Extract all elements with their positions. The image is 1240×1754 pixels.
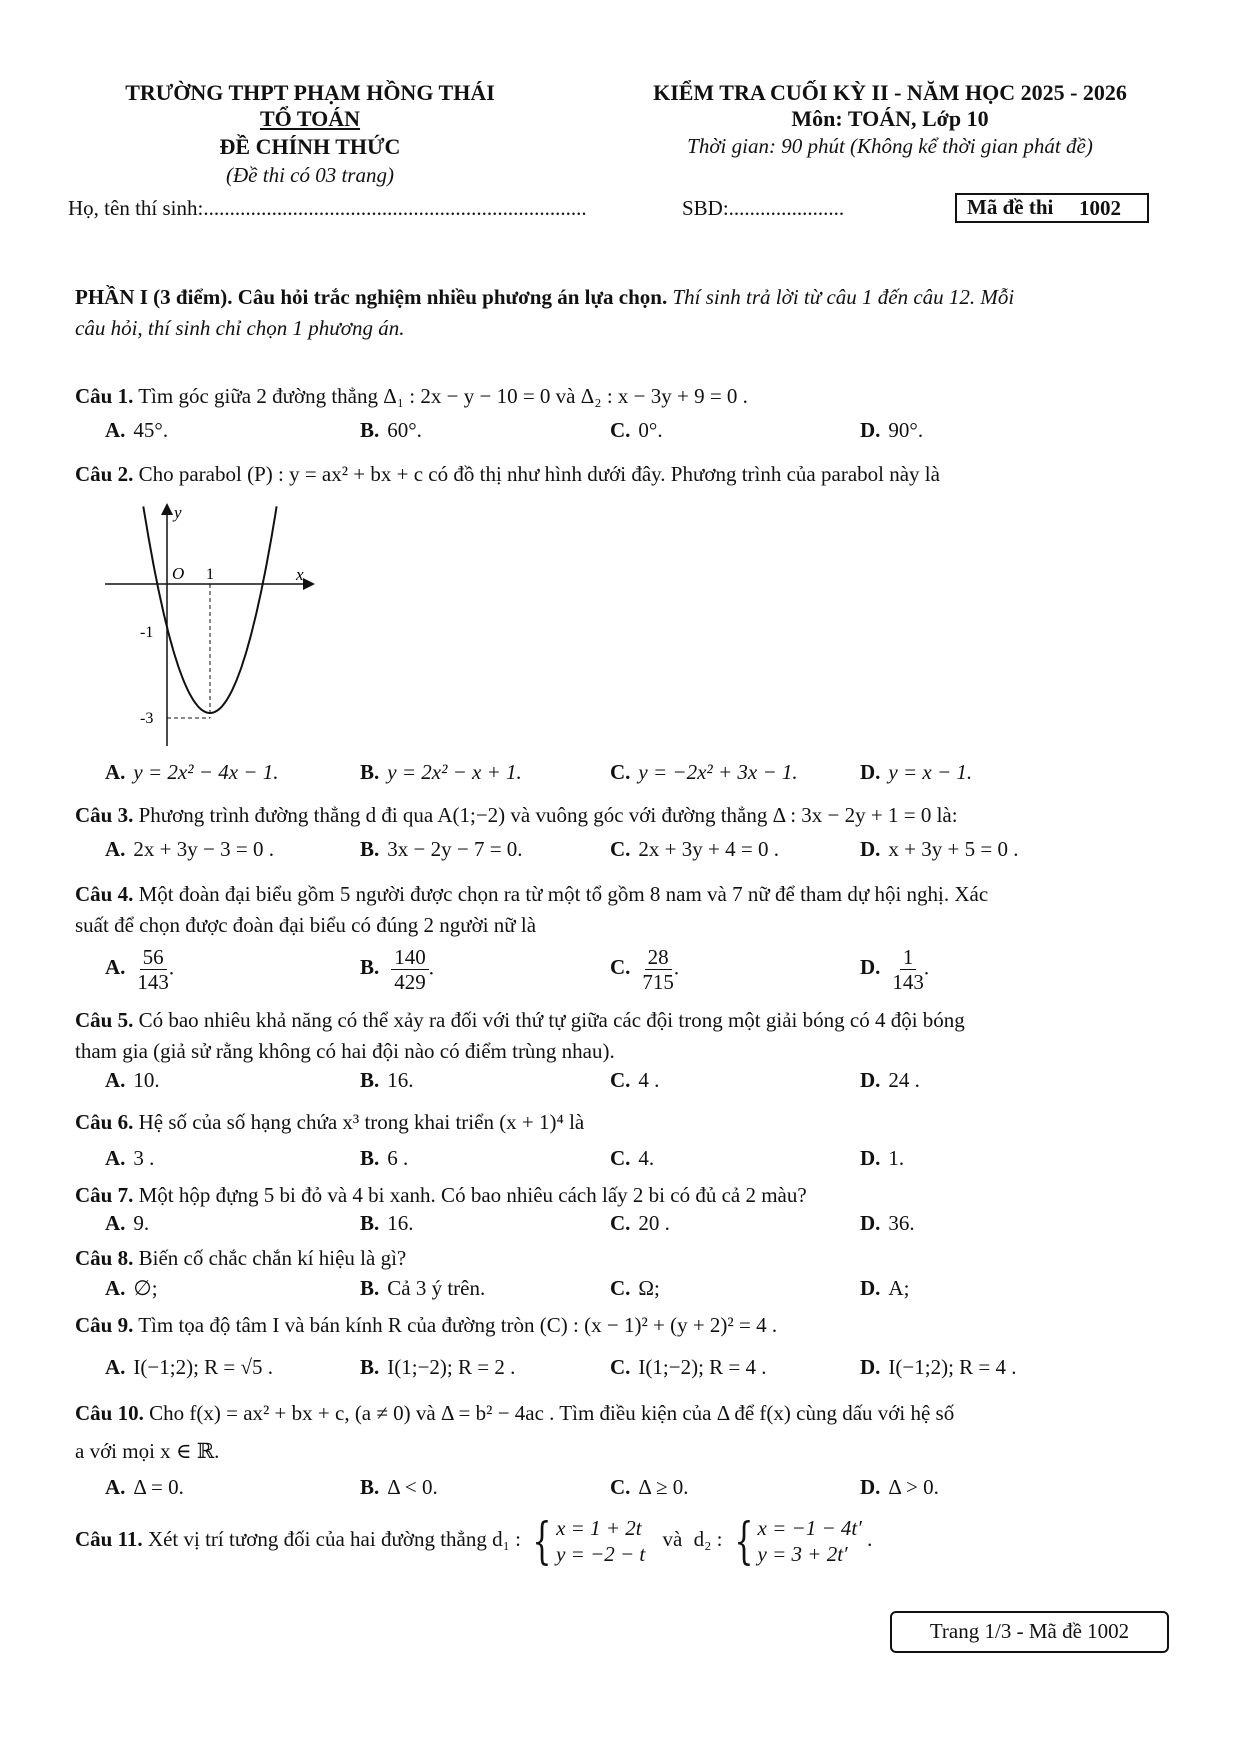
question-label: Câu 9. — [75, 1313, 134, 1337]
option-c[interactable]: C. Δ ≥ 0. — [610, 1475, 689, 1499]
origin-label: O — [172, 564, 185, 583]
option-a[interactable]: A. ∅; — [105, 1276, 158, 1300]
question-label: Câu 4. — [75, 882, 134, 906]
sbd-line: SBD:...................... — [682, 196, 845, 220]
question-10 — [75, 1398, 954, 1428]
question-4-options — [105, 945, 1185, 1005]
option-d[interactable]: D. 90°. — [860, 418, 924, 442]
question-1-options — [105, 418, 1185, 448]
part1-instructions-2: câu hỏi, thí sinh chỉ chọn 1 phương án. — [75, 316, 405, 340]
option-b[interactable]: B. I(1;−2); R = 2 . — [360, 1355, 516, 1379]
line-d2-name: d₂ : — [693, 1526, 723, 1551]
question-text: Tìm góc giữa 2 đường thẳng Δ₁ : 2x − y − 10 = 0 và Δ₂ : x − 3y + 9 = 0 . — [133, 384, 748, 408]
question-label: Câu 11. — [75, 1526, 143, 1551]
question-text: Có bao nhiêu khả năng có thể xảy ra đối với thứ tự giữa các đội trong một giải bóng có 4 đội bóng — [133, 1008, 965, 1032]
question-text: Biến cố chắc chắn kí hiệu là gì? — [133, 1246, 407, 1270]
line-d2-system: { x = −1 − 4t′ y = 3 + 2t′ — [734, 1512, 862, 1570]
option-d[interactable]: D. 24 . — [860, 1068, 920, 1092]
option-a[interactable]: A. $\frac{56}{143}$ . — [105, 945, 175, 994]
option-a[interactable]: A. 10. — [105, 1068, 160, 1092]
question-text: Cho f(x) = ax² + bx + c, (a ≠ 0) và Δ = b² − 4ac . Tìm điều kiện của Δ để f(x) cùng dấu với hệ số — [143, 1401, 955, 1425]
option-c[interactable]: C. 2x + 3y + 4 = 0 . — [610, 837, 779, 861]
question-label: Câu 5. — [75, 1008, 134, 1032]
question-text: Cho parabol (P) : y = ax² + bx + c có đồ thị như hình dưới đây. Phương trình của parabol này là — [133, 462, 940, 486]
y-tick-minus1: -1 — [140, 624, 154, 641]
question-text: Một đoàn đại biểu gồm 5 người được chọn ra từ một tổ gồm 8 nam và 7 nữ để tham dự hội nghị. Xác — [133, 882, 989, 906]
question-10-line2: a với mọi x ∈ ℝ. — [75, 1439, 220, 1463]
school-name: TRƯỜNG THPT PHẠM HỒNG THÁI — [125, 80, 495, 105]
option-b[interactable]: B. 16. — [360, 1068, 414, 1092]
option-b[interactable]: B. 6 . — [360, 1146, 409, 1170]
exam-code-box — [955, 193, 1149, 223]
question-label: Câu 8. — [75, 1246, 134, 1270]
option-b[interactable]: B. 16. — [360, 1211, 414, 1235]
question-7-options — [105, 1211, 1185, 1241]
part1-title: PHẦN I (3 điểm). Câu hỏi trắc nghiệm nhiều phương án lựa chọn. — [75, 285, 668, 309]
y-tick-minus3: -3 — [140, 710, 154, 727]
option-a[interactable]: A. I(−1;2); R = √5 . — [105, 1355, 274, 1379]
exam-title: KIỂM TRA CUỐI KỲ II - NĂM HỌC 2025 - 2026 — [653, 80, 1127, 105]
option-d[interactable]: D. 36. — [860, 1211, 915, 1235]
option-c[interactable]: C. Ω; — [610, 1276, 660, 1300]
option-a[interactable]: A. 2x + 3y − 3 = 0 . — [105, 837, 274, 861]
option-d[interactable]: D. Δ > 0. — [860, 1475, 939, 1499]
question-text: Phương trình đường thẳng d đi qua A(1;−2) và vuông góc với đường thẳng Δ : 3x − 2y + 1 = 0 là: — [133, 803, 958, 827]
option-d[interactable]: D. I(−1;2); R = 4 . — [860, 1355, 1017, 1379]
pages-note: (Đề thi có 03 trang) — [226, 163, 394, 187]
and-word: và — [662, 1526, 683, 1551]
option-c[interactable]: C. I(1;−2); R = 4 . — [610, 1355, 767, 1379]
question-label: Câu 3. — [75, 803, 134, 827]
part1-instructions: Thí sinh trả lời từ câu 1 đến câu 12. Mỗi — [667, 285, 1015, 309]
parabola-graph — [100, 498, 320, 748]
part1-heading — [75, 285, 1014, 310]
option-d[interactable]: D. $\frac{1}{143}$ . — [860, 945, 930, 994]
option-c[interactable]: C. 4 . — [610, 1068, 660, 1092]
option-c[interactable]: C. y = −2x² + 3x − 1. — [610, 760, 798, 784]
exam-code-value: 1002 — [1079, 196, 1121, 220]
question-8 — [75, 1243, 406, 1273]
official-label: ĐỀ CHÍNH THỨC — [219, 134, 401, 159]
question-6-options — [105, 1146, 1185, 1176]
option-d[interactable]: D. 1. — [860, 1146, 905, 1170]
page-footer-box — [890, 1611, 1169, 1653]
question-text: Tìm tọa độ tâm I và bán kính R của đường tròn (C) : (x − 1)² + (y + 2)² = 4 . — [133, 1313, 778, 1337]
d1-row-y: y = −2 − t — [556, 1542, 646, 1566]
question-6 — [75, 1107, 584, 1137]
question-11-tail: . — [867, 1526, 873, 1551]
d2-row-y: y = 3 + 2t′ — [757, 1542, 848, 1566]
question-8-options — [105, 1276, 1185, 1306]
line-d1-name: d₁ : — [492, 1526, 522, 1551]
question-text: Xét vị trí tương đối của hai đường thẳng — [142, 1526, 493, 1551]
option-c[interactable]: C. 20 . — [610, 1211, 670, 1235]
option-c[interactable]: C. 4. — [610, 1146, 655, 1170]
option-b[interactable]: B. Cả 3 ý trên. — [360, 1276, 486, 1300]
question-text: Một hộp đựng 5 bi đỏ và 4 bi xanh. Có bao nhiêu cách lấy 2 bi có đủ cả 2 màu? — [133, 1183, 807, 1207]
question-text: Hệ số của số hạng chứa x³ trong khai triển (x + 1)⁴ là — [133, 1110, 585, 1134]
page-footer: Trang 1/3 - Mã đề 1002 — [929, 1619, 1130, 1643]
candidate-name-line: Họ, tên thí sinh:......................................................................... — [68, 196, 587, 220]
question-5-options — [105, 1068, 1185, 1098]
option-a[interactable]: A. 9. — [105, 1211, 150, 1235]
question-4 — [75, 879, 988, 909]
question-7 — [75, 1180, 807, 1210]
exam-code-label: Mã đề thi — [967, 195, 1054, 219]
line-d1-system: { x = 1 + 2t y = −2 − t — [532, 1512, 646, 1570]
question-label: Câu 2. — [75, 462, 134, 486]
question-label: Câu 6. — [75, 1110, 134, 1134]
time-line: Thời gian: 90 phút (Không kể thời gian phát đề) — [687, 134, 1093, 158]
question-10-options — [105, 1475, 1185, 1505]
question-5 — [75, 1005, 965, 1035]
option-b[interactable]: B. Δ < 0. — [360, 1475, 438, 1499]
option-b[interactable]: B. $\frac{140}{429}$ . — [360, 945, 435, 994]
question-2-options — [105, 760, 1185, 790]
option-d[interactable]: D. y = x − 1. — [860, 760, 973, 784]
question-11 — [75, 1512, 873, 1570]
question-3 — [75, 800, 958, 830]
question-label: Câu 10. — [75, 1401, 144, 1425]
question-5-line2: tham gia (giả sử rằng không có hai đội nào có điểm trùng nhau). — [75, 1039, 615, 1063]
option-c[interactable]: C. 0°. — [610, 418, 663, 442]
question-9-options — [105, 1355, 1185, 1385]
d1-row-x: x = 1 + 2t — [556, 1516, 642, 1540]
subject-line: Môn: TOÁN, Lớp 10 — [791, 106, 989, 131]
option-d[interactable]: D. A; — [860, 1276, 910, 1300]
option-b[interactable]: B. 60°. — [360, 418, 422, 442]
department: TỔ TOÁN — [259, 106, 361, 131]
option-b[interactable]: B. 3x − 2y − 7 = 0. — [360, 837, 523, 861]
option-a[interactable]: A. y = 2x² − 4x − 1. — [105, 760, 279, 784]
question-1 — [75, 381, 748, 411]
option-c[interactable]: C. $\frac{28}{715}$ . — [610, 945, 680, 994]
question-2 — [75, 459, 940, 489]
option-a[interactable]: A. 3 . — [105, 1146, 155, 1170]
x-axis-label: x — [296, 565, 304, 584]
y-axis-label: y — [174, 503, 182, 522]
question-label: Câu 1. — [75, 384, 134, 408]
d2-row-x: x = −1 − 4t′ — [757, 1516, 862, 1540]
option-b[interactable]: B. y = 2x² − x + 1. — [360, 760, 522, 784]
option-a[interactable]: A. Δ = 0. — [105, 1475, 184, 1499]
question-4-line2: suất để chọn được đoàn đại biểu có đúng 2 người nữ là — [75, 913, 537, 937]
question-label: Câu 7. — [75, 1183, 134, 1207]
option-a[interactable]: A. 45°. — [105, 418, 169, 442]
question-3-options — [105, 837, 1185, 867]
option-d[interactable]: D. x + 3y + 5 = 0 . — [860, 837, 1019, 861]
x-tick-1: 1 — [206, 566, 214, 583]
question-9 — [75, 1310, 777, 1340]
